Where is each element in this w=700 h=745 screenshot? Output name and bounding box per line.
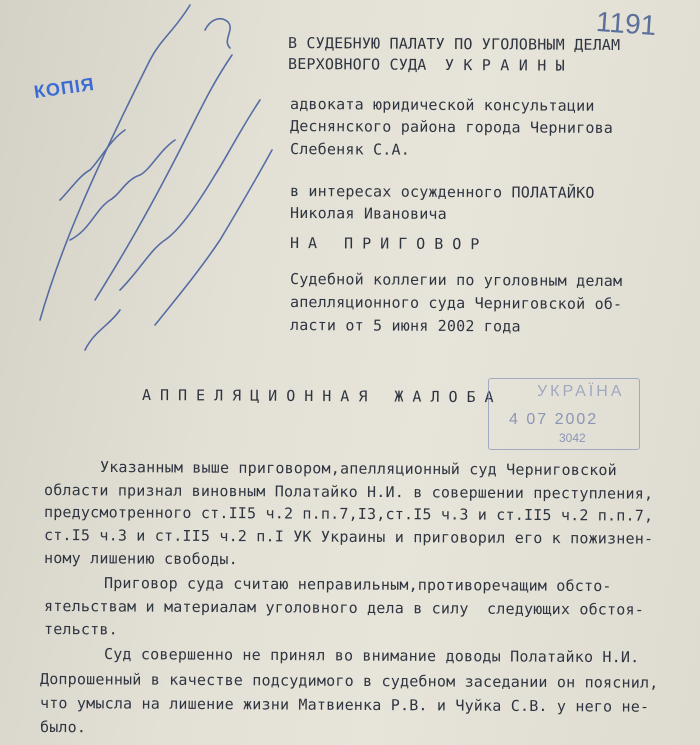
author-line-2: Деснянского района города Чернигова: [289, 117, 614, 137]
interest-line-1: в интересах осужденного ПОЛАТАЙКО: [289, 182, 595, 202]
receipt-stamp-country: УКРАЇНА: [537, 383, 625, 400]
document-title: АППЕЛЯЦИОННАЯ ЖАЛОБА: [141, 386, 503, 407]
author-line-1: адвоката юридической консультации: [289, 95, 595, 115]
receipt-stamp-date: 4 07 2002: [509, 411, 599, 428]
receipt-stamp-number: 3042: [559, 431, 586, 445]
receipt-stamp: [488, 378, 640, 450]
paragraph-1-line-4: ст.I5 ч.3 и ст.II5 ч.2 п.I УК Украины и приговорил его к пожизнен-: [43, 526, 654, 548]
paragraph-3-line-3: что умысла на лишение жизни Матвиенка Р.В. и Чуйка С.В. у него не-: [39, 694, 650, 716]
paragraph-3-line-2: Допрошенный в качестве подсудимого в судебном заседании он пояснил,: [39, 670, 659, 692]
court-line-1: Судебной коллегии по уголовным делам: [289, 270, 623, 291]
paragraph-3-line-4: было.: [39, 718, 87, 737]
addressee-line-1: В СУДЕБНУЮ ПАЛАТУ ПО УГОЛОВНЫМ ДЕЛАМ: [287, 34, 621, 55]
copy-stamp: КОПІЯ: [32, 73, 96, 103]
court-line-3: ласти от 5 июня 2002 года: [289, 316, 521, 336]
paragraph-2-line-3: тельств.: [43, 620, 118, 639]
paragraph-1-line-2: области признал виновным Полатайко Н.И. в совершении преступления,: [43, 481, 654, 503]
interest-line-2: Николая Ивановича: [289, 204, 447, 223]
paragraph-1-line-3: предусмотренного ст.II5 ч.2 п.п.7,I3,ст.I5 ч.3 и ст.II5 ч.2 п.п.7,: [43, 503, 654, 525]
paragraph-2-line-1: Приговор суда считаю неправильным,противоречащим обсто-: [103, 574, 612, 596]
paragraph-1-line-5: ному лишению свободы.: [43, 549, 238, 569]
court-line-2: апелляционного суда Черниговской об-: [289, 293, 623, 314]
paragraph-1-line-1: Указанным выше приговором,апелляционный суд Черниговской: [99, 458, 617, 480]
handwritten-page-number: 1191: [595, 5, 658, 42]
on-verdict-heading: НА ПРИГОВОР: [289, 234, 489, 254]
paragraph-2-line-2: ятельствам и материалам уголовного дела в силу следующих обстоя-: [43, 597, 645, 619]
addressee-line-2: ВЕРХОВНОГО СУДА У К Р А И Н Ы: [287, 55, 565, 75]
paragraph-3-line-1: Суд совершенно не принял во внимание доводы Полатайко Н.И.: [103, 645, 640, 667]
author-line-3: Слебеняк С.А.: [289, 140, 411, 159]
